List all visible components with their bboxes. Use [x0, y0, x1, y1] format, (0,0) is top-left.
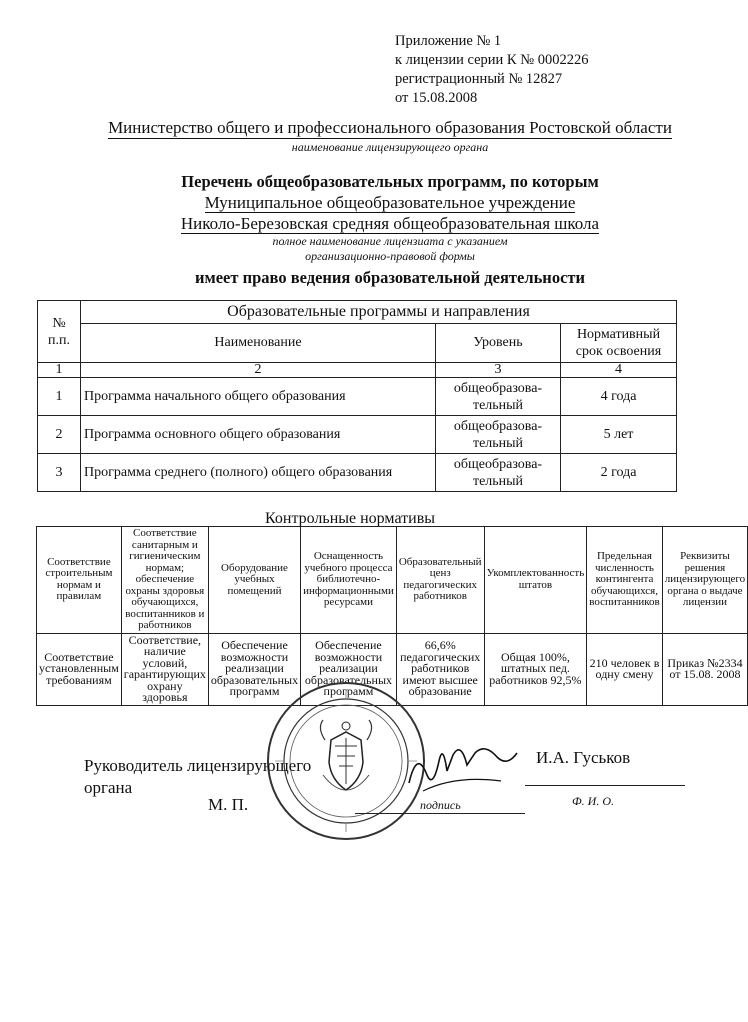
- norm-header: Оснащенность учебного процесса библиотечно-информационными ресурсами: [301, 527, 397, 634]
- table-row: [38, 454, 677, 492]
- registration-number: регистрационный № 12827: [395, 71, 563, 87]
- norm-value: Соответствие установленным требованиям: [37, 633, 122, 705]
- group-header: Образовательные программы и направления: [81, 301, 677, 324]
- norms-title: Контрольные нормативы: [265, 510, 435, 527]
- program-name: Программа среднего (полного) общего образования: [81, 454, 436, 492]
- signatory-title-line1: Руководитель лицензирующего: [84, 756, 312, 775]
- license-date: от 15.08.2008: [395, 90, 478, 106]
- number-row: [38, 363, 677, 378]
- license-series: к лицензии серии К № 0002226: [395, 52, 589, 68]
- signature-caption: подпись: [420, 798, 461, 812]
- norm-value: 66,6% педагогических работников имеют высшее образование: [396, 633, 484, 705]
- heading-block: [90, 172, 690, 288]
- col-number-header: № п.п.: [38, 301, 81, 363]
- fio-line: [525, 785, 685, 786]
- annex-block: [395, 32, 588, 108]
- norms-header-row: [37, 527, 748, 634]
- table-cell: 2: [81, 363, 436, 378]
- org-caption-line2: организационно-правовой формы: [305, 249, 475, 263]
- signature-icon: [405, 735, 520, 805]
- norm-header: Предельная численность контингента обучающихся, воспитанников: [587, 527, 663, 634]
- signatory-title-line2: органа: [84, 778, 133, 797]
- program-level: общеобразова-тельный: [436, 454, 561, 492]
- table-row: [38, 416, 677, 454]
- ministry-name: Министерство общего и профессионального образования Ростовской области: [108, 118, 672, 137]
- norm-header: Укомплектованность штатов: [484, 527, 587, 634]
- col-term-header: Нормативный срок освоения: [561, 324, 677, 363]
- norms-table: [36, 526, 748, 706]
- norm-header: Реквизиты решения лицензирующего органа о выдаче лицензии: [662, 527, 747, 634]
- table-row: [38, 378, 677, 416]
- table-cell: 1: [38, 363, 81, 378]
- signatory-name: И.А. Гуськов: [536, 748, 631, 767]
- norm-header: Соответствие санитарным и гигиеническим нормам; обеспечение охраны здоровья обучающихся, воспитанников и работников: [121, 527, 208, 634]
- norm-value: Соответствие, наличие условий, гарантирующих охрану здоровья: [121, 633, 208, 705]
- signature-line: [355, 813, 525, 814]
- program-name: Программа основного общего образования: [81, 416, 436, 454]
- table-cell: 4: [561, 363, 677, 378]
- row-number: 2: [38, 416, 81, 454]
- programs-table: [37, 300, 677, 492]
- col-level-header: Уровень: [436, 324, 561, 363]
- program-level: общеобразова-тельный: [436, 378, 561, 416]
- row-number: 3: [38, 454, 81, 492]
- norm-value: Обеспечение возможности реализации образовательных программ: [208, 633, 300, 705]
- signatory-title: [84, 755, 311, 799]
- program-name: Программа начального общего образования: [81, 378, 436, 416]
- org-caption-line1: полное наименование лицензиата с указанием: [272, 234, 508, 248]
- org-name-line2: Николо-Березовская средняя общеобразовательная школа: [180, 214, 600, 233]
- norm-value: Общая 100%, штатных пед. работников 92,5%: [484, 633, 587, 705]
- mp-label: М. П.: [208, 795, 249, 814]
- row-number: 1: [38, 378, 81, 416]
- norm-value: Приказ №2334 от 15.08. 2008: [662, 633, 747, 705]
- norm-value: 210 человек в одну смену: [587, 633, 663, 705]
- table-cell: 3: [436, 363, 561, 378]
- ministry-caption: наименование лицензирующего органа: [291, 140, 489, 154]
- fio-caption: Ф. И. О.: [572, 794, 614, 808]
- table-header-row: [38, 301, 677, 324]
- ministry-block: [90, 118, 690, 155]
- norm-value: Обеспечение возможности реализации образовательных программ: [301, 633, 397, 705]
- program-level: общеобразова-тельный: [436, 416, 561, 454]
- program-term: 2 года: [561, 454, 677, 492]
- norm-header: Соответствие строительным нормам и правилам: [37, 527, 122, 634]
- norm-header: Образовательный ценз педагогических работников: [396, 527, 484, 634]
- annex-line: Приложение № 1: [395, 33, 502, 49]
- list-title: Перечень общеобразовательных программ, по которым: [181, 172, 599, 191]
- col-name-header: Наименование: [81, 324, 436, 363]
- org-name-line1: Муниципальное общеобразовательное учреждение: [204, 193, 576, 212]
- program-term: 4 года: [561, 378, 677, 416]
- norm-header: Оборудование учебных помещений: [208, 527, 300, 634]
- program-term: 5 лет: [561, 416, 677, 454]
- right-statement: имеет право ведения образовательной деятельности: [194, 268, 585, 287]
- table-header-row: [38, 324, 677, 363]
